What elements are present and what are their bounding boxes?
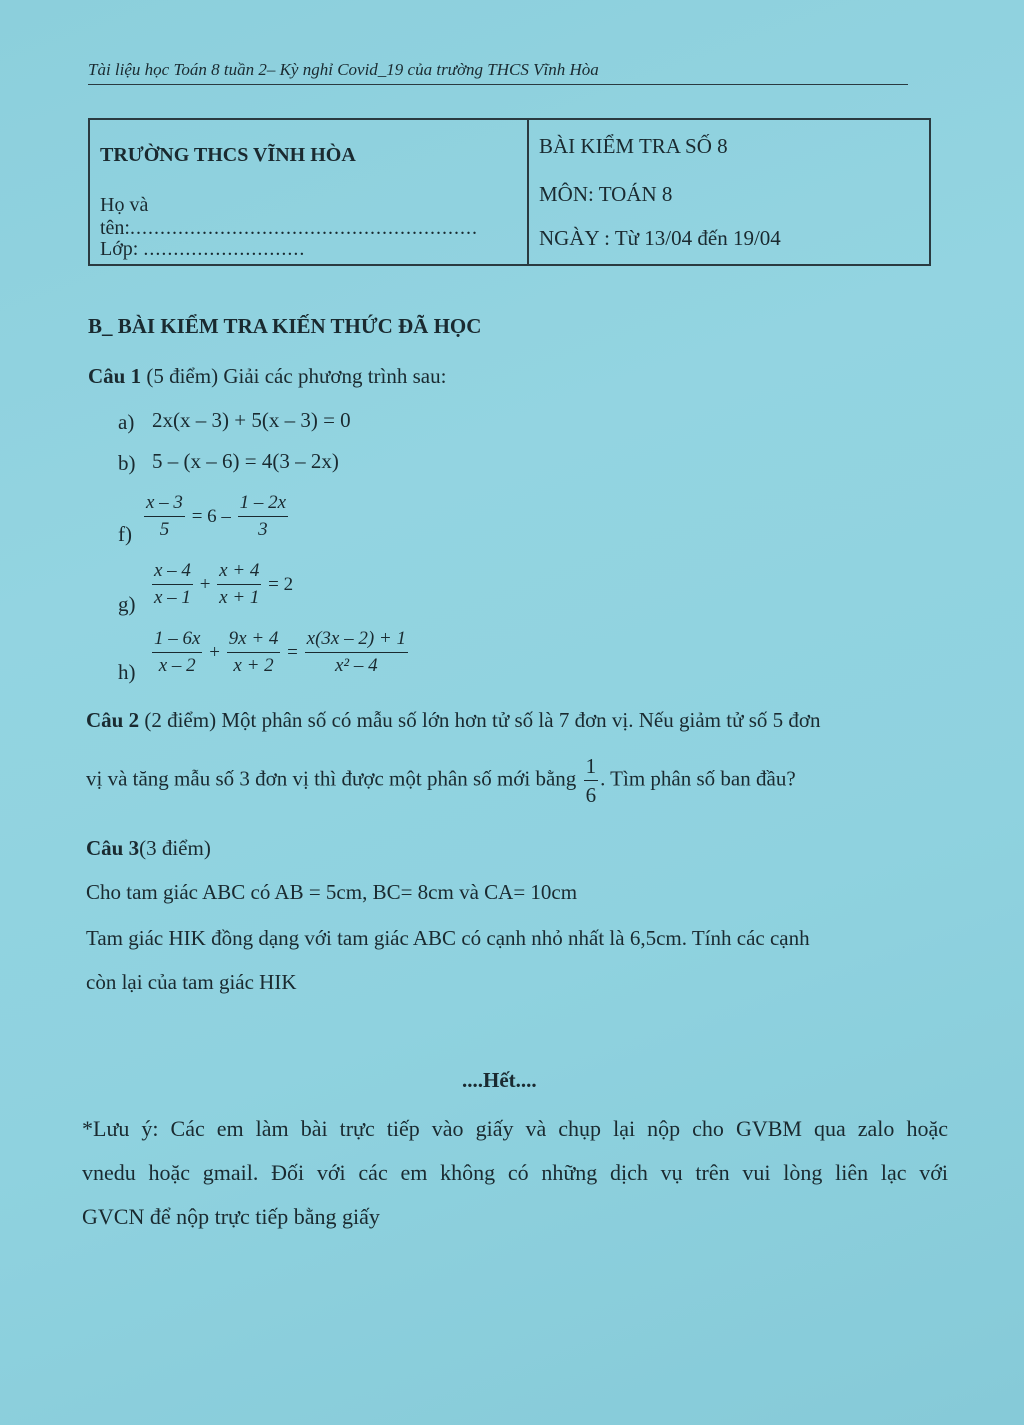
numerator: x – 4: [152, 558, 193, 585]
numerator: x – 3: [144, 490, 185, 517]
question-3-line-1: Cho tam giác ABC có AB = 5cm, BC= 8cm và CA= 10cm: [86, 880, 578, 904]
numerator: 1 – 2x: [238, 490, 288, 517]
note-line-1: *Lưu ý: Các em làm bài trực tiếp vào giấy và chụp lại nộp cho GVBM qua zalo hoặc: [82, 1116, 948, 1141]
numerator: 1 – 6x: [152, 626, 202, 653]
question-2-line-2: [86, 752, 946, 809]
name-label: Họ và tên:: [100, 194, 149, 239]
subject: MÔN: TOÁN 8: [539, 182, 673, 206]
operator: = 6 –: [191, 505, 231, 527]
class-dots: ...........................: [143, 238, 306, 260]
denominator: x – 2: [158, 655, 196, 676]
item-b-label: b): [118, 451, 136, 475]
item-f-label: f): [118, 522, 132, 546]
equation-b: 5 – (x – 6) = 4(3 – 2x): [152, 449, 339, 473]
fraction: [305, 626, 408, 679]
class-field: [100, 238, 305, 261]
question-1-label: Câu 1: [88, 364, 142, 388]
fraction: [217, 558, 261, 611]
test-title: BÀI KIỂM TRA SỐ 8: [539, 134, 728, 158]
denominator: x – 1: [154, 587, 191, 608]
school-name: TRƯỜNG THCS VĨNH HÒA: [100, 144, 356, 166]
name-dots: ..........................................................: [130, 217, 478, 239]
question-3-points: (3 điểm): [139, 836, 211, 860]
question-2-text: (2 điểm) Một phân số có mẫu số lớn hơn tử số là 7 đơn vị. Nếu giảm tử số 5 đơn: [139, 708, 821, 732]
date-range: NGÀY : Từ 13/04 đến 19/04: [539, 226, 781, 250]
denominator: 3: [258, 519, 268, 540]
numerator: x + 4: [217, 558, 261, 585]
denominator: x + 2: [233, 655, 274, 676]
name-field: [100, 194, 527, 240]
item-a-label: a): [118, 410, 135, 434]
denominator: x² – 4: [334, 655, 378, 676]
note-line-3: GVCN để nộp trực tiếp bằng giấy: [82, 1204, 380, 1229]
denominator: x + 1: [219, 587, 260, 608]
question-3-line-3: còn lại của tam giác HIK: [86, 970, 297, 994]
fraction-one-sixth: [584, 752, 599, 809]
question-3-heading: [86, 836, 946, 861]
test-info: [529, 120, 929, 264]
note-line-2: vnedu hoặc gmail. Đối với các em không có những dịch vụ trên vui lòng liên lạc với: [82, 1160, 948, 1185]
numerator: 1: [584, 752, 599, 781]
student-info: [90, 120, 529, 264]
question-2-line-1: [86, 708, 946, 733]
item-g-label: g): [118, 592, 136, 616]
question-2-text-post: . Tìm phân số ban đầu?: [600, 766, 796, 791]
question-3-label: Câu 3: [86, 836, 140, 860]
document-header: Tài liệu học Toán 8 tuần 2– Kỳ nghỉ Covid_19 của trường THCS Vĩnh Hòa: [88, 60, 908, 85]
section-title: B_ BÀI KIỂM TRA KIẾN THỨC ĐÃ HỌC: [88, 314, 482, 338]
equation-f: [144, 490, 288, 543]
question-1-points: (5 điểm) Giải các phương trình sau:: [141, 364, 447, 388]
end-marker: ....Hết....: [462, 1068, 537, 1092]
class-label: Lớp:: [100, 238, 139, 260]
right-hand-side: = 2: [268, 573, 294, 595]
equation-g: [152, 558, 295, 611]
question-1-heading: [88, 364, 446, 389]
denominator: 5: [159, 519, 170, 540]
fraction: [152, 626, 202, 679]
question-2-label: Câu 2: [86, 708, 140, 732]
equation-h: [152, 626, 408, 679]
fraction: [144, 490, 185, 543]
numerator: x(3x – 2) + 1: [305, 626, 408, 653]
operator: +: [199, 573, 211, 595]
fraction: [152, 558, 193, 611]
fraction: [227, 626, 281, 679]
denominator: 6: [585, 783, 597, 807]
question-2-text-pre: vị và tăng mẫu số 3 đơn vị thì được một phân số mới bằng: [86, 766, 577, 791]
operator: +: [209, 641, 220, 663]
numerator: 9x + 4: [227, 626, 281, 653]
equation-a: 2x(x – 3) + 5(x – 3) = 0: [152, 408, 351, 432]
question-3-line-2: Tam giác HIK đồng dạng với tam giác ABC có cạnh nhỏ nhất là 6,5cm. Tính các cạnh: [86, 926, 810, 950]
item-h-label: h): [118, 660, 136, 684]
operator: =: [287, 641, 298, 663]
info-box: [88, 118, 931, 266]
fraction: [238, 490, 288, 543]
